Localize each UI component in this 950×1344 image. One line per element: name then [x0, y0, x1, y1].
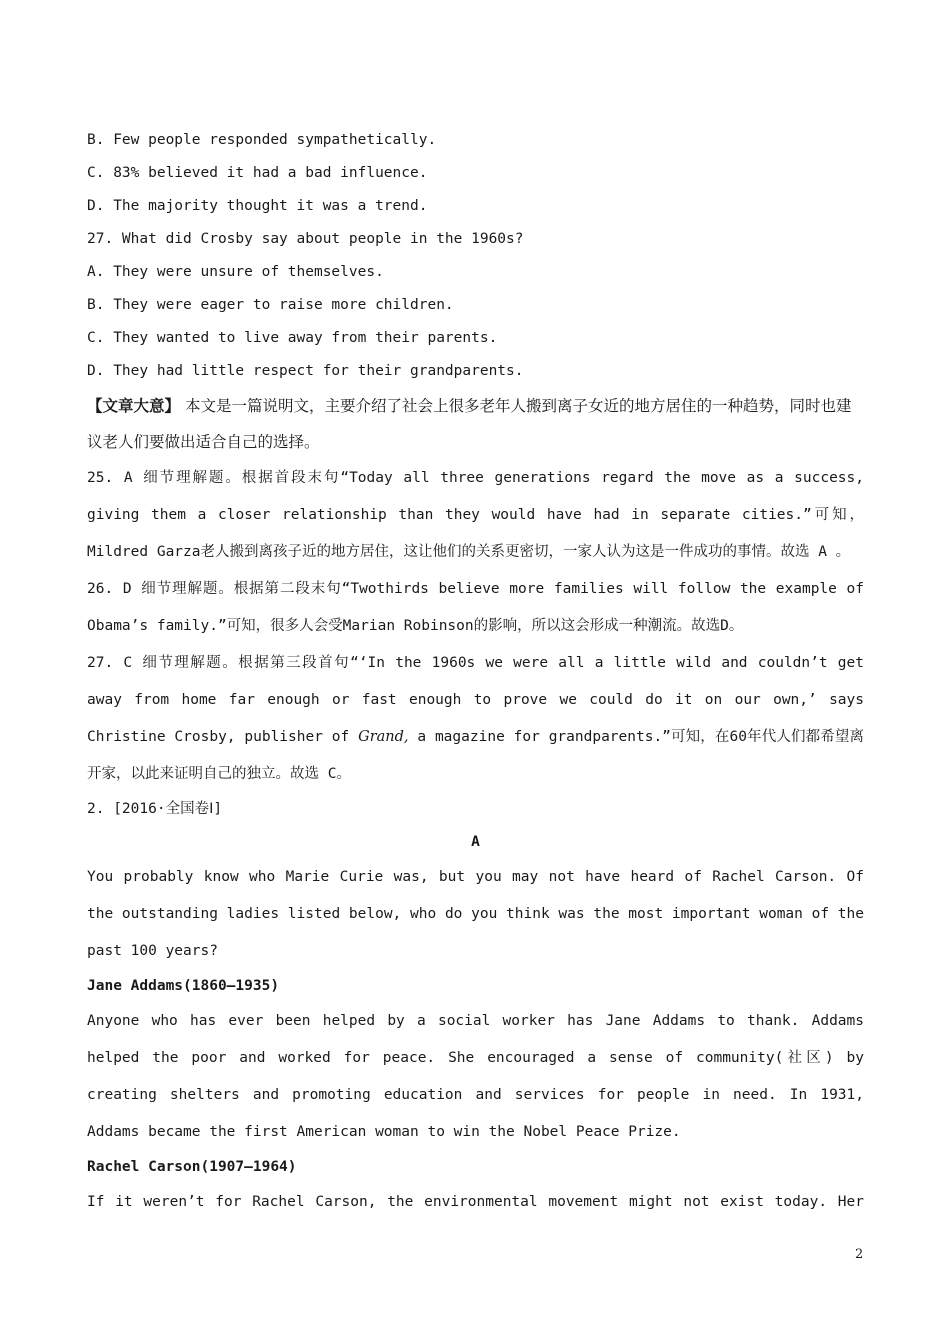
option-27b: B. They were eager to raise more children.: [87, 297, 454, 313]
question-27-stem: 27. What did Crosby say about people in the 1960s?: [87, 231, 524, 247]
passage-intro: You probably know who Marie Curie was, but you may not have heard of Rachel Carson. Of the outstanding ladies listed below, who do you think was the most important woman of the past 100 years?: [87, 869, 864, 959]
addams-text: Anyone who has ever been helped by a social worker has Jane Addams to thank. Addams helped the poor and worked for peace. She encouraged a sense of community(社区) by creating shelters and promoting education and services for people in need. In 1931, Addams became the first American woman to win the Nobel Peace Prize.: [87, 1013, 864, 1140]
answer-27: [87, 645, 864, 793]
option-27d: D. They had little respect for their grandparents.: [87, 363, 524, 379]
option-26c: C. 83% believed it had a bad influence.: [87, 165, 428, 181]
article-summary: [87, 388, 864, 460]
document-page: [87, 124, 864, 1221]
addams-heading: Jane Addams(1860—1935): [87, 978, 280, 994]
option-27a: A. They were unsure of themselves.: [87, 264, 384, 280]
summary-text: 本文是一篇说明文，主要介绍了社会上很多老年人搬到离子女近的地方居住的一种趋势，同时也建议老人们要做出适合自己的选择。: [87, 397, 852, 451]
section-source: 2. [2016·全国卷Ⅰ]: [87, 801, 223, 817]
option-27c: C. They wanted to live away from their parents.: [87, 330, 498, 346]
passage-letter: A: [471, 834, 480, 850]
page-number: 2: [855, 1247, 864, 1262]
option-26d: D. The majority thought it was a trend.: [87, 198, 428, 214]
answer-27-text-end: a magazine for grandparents.”可知，在60年代人们都希望离开家，以此来证明自己的独立。故选 C。: [87, 729, 864, 782]
carson-text: If it weren’t for Rachel Carson, the environmental movement might not exist today. Her: [87, 1194, 864, 1210]
summary-tag: 【文章大意】: [87, 397, 181, 415]
option-26b: B. Few people responded sympathetically.: [87, 132, 437, 148]
answer-26: 26. D 细节理解题。根据第二段末句“Twothirds believe more families will follow the example of Obama’s family.”可知，很多人会受Marian Robinson的影响，所以这会形成一种潮流。故选D。: [87, 581, 864, 634]
magazine-title: Grand,: [358, 729, 409, 745]
answer-25: 25. A 细节理解题。根据首段末句“Today all three generations regard the move as a success, giving them a closer relationship than they would have had in separate cities.”可知，Mildred Garza老人搬到离孩子近的地方居住，这让他们的关系更密切，一家人认为这是一件成功的事情。故选 A 。: [87, 470, 864, 560]
carson-heading: Rachel Carson(1907—1964): [87, 1159, 297, 1175]
answer-27-text: 27. C 细节理解题。根据第三段首句“‘In the 1960s we were all a little wild and couldn’t get away from home far enough or fast enough to prove we could do it on our own,’ says Christine Crosby, publisher of: [87, 655, 864, 745]
